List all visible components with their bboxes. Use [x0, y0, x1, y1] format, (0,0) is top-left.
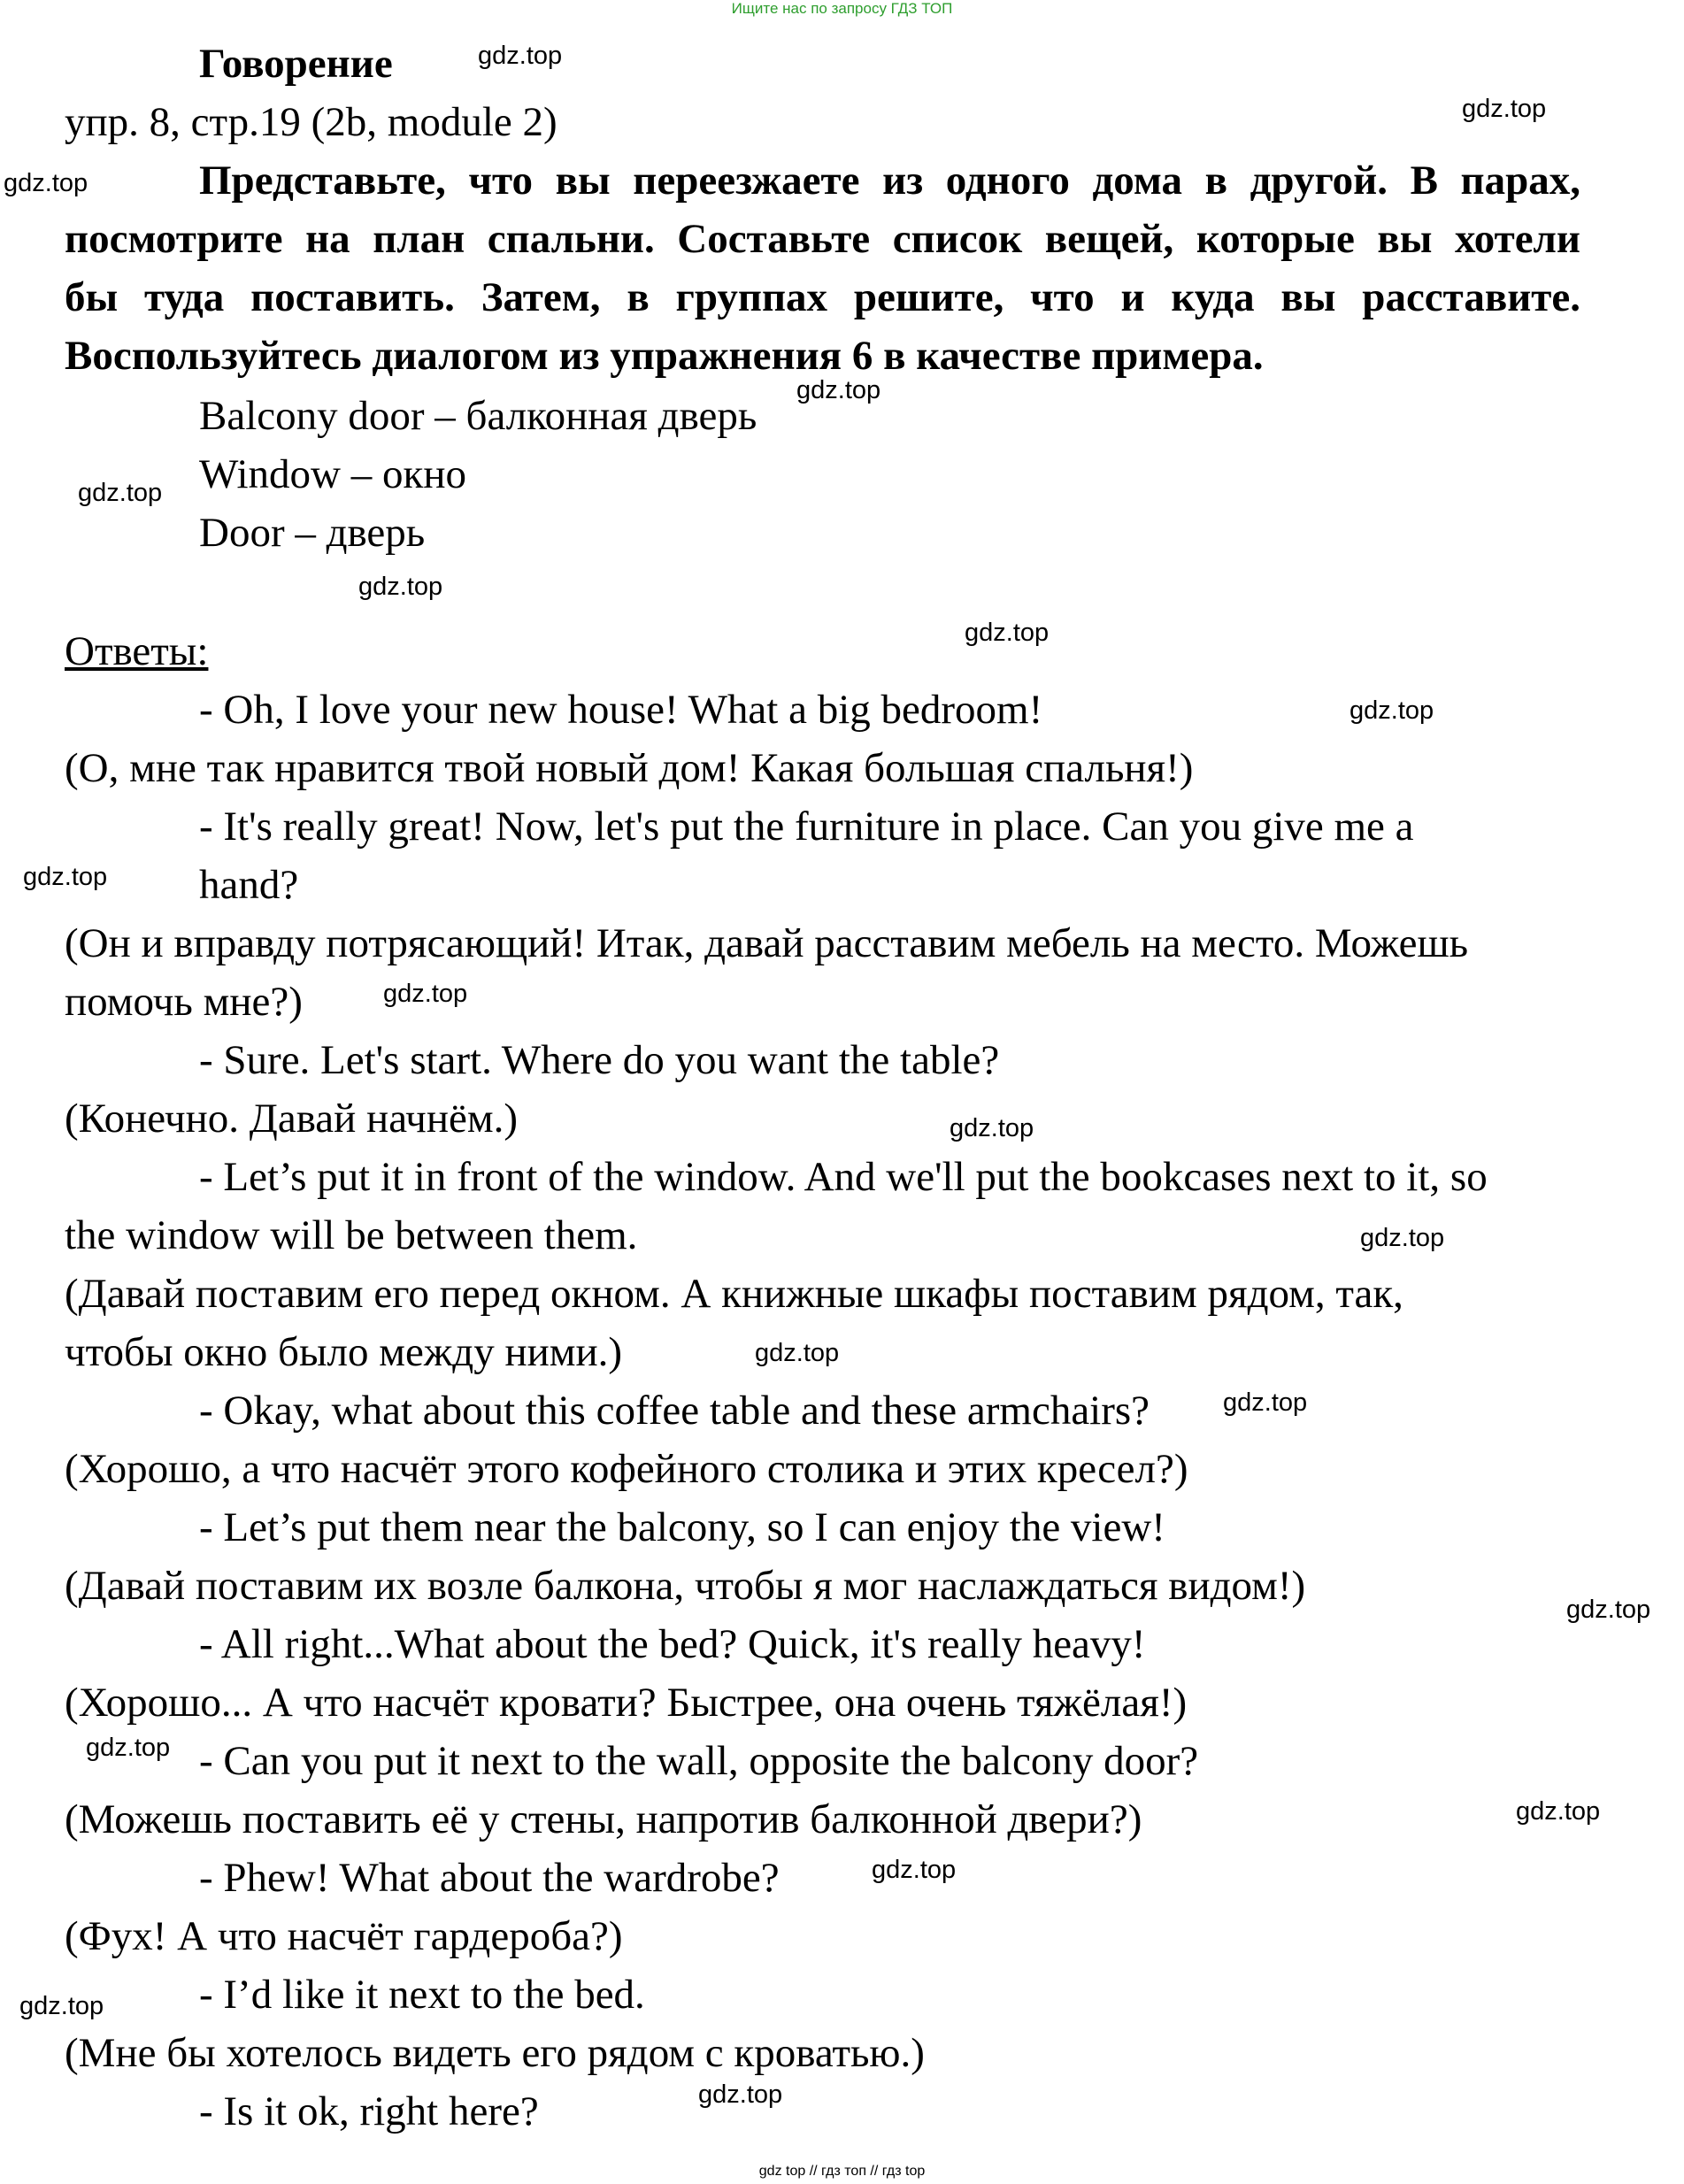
dialogue-line-en: - Can you put it next to the wall, opposite the balcony door?: [199, 1738, 1199, 1784]
watermark: gdz.top: [358, 573, 443, 601]
dialogue-line-ru: (Давай поставим его перед окном. А книжные шкафы поставим рядом, так,: [65, 1271, 1403, 1317]
watermark: gdz.top: [86, 1734, 171, 1762]
dialogue-line-ru: (Давай поставим их возле балкона, чтобы я мог наслаждаться видом!): [65, 1563, 1306, 1609]
dialogue-line-ru: (Он и вправду потрясающий! Итак, давай расставим мебель на место. Можешь: [65, 920, 1469, 966]
instruction-line: Воспользуйтесь диалогом из упражнения 6 в качестве примера.: [65, 333, 1264, 379]
dialogue-line-en: - Let’s put them near the balcony, so I can enjoy the view!: [199, 1504, 1165, 1550]
vocab-item: Window – окно: [199, 451, 466, 497]
watermark: gdz.top: [1462, 95, 1547, 123]
watermark: gdz.top: [965, 619, 1050, 647]
dialogue-line-en: - Phew! What about the wardrobe?: [199, 1855, 780, 1901]
top-banner[interactable]: Ищите нас по запросу ГДЗ ТОП: [731, 0, 953, 17]
dialogue-line-en: - Sure. Let's start. Where do you want the table?: [199, 1037, 1000, 1083]
watermark: gdz.top: [1223, 1388, 1308, 1417]
dialogue-line-ru: (О, мне так нравится твой новый дом! Какая большая спальня!): [65, 745, 1194, 791]
watermark: gdz.top: [1360, 1224, 1445, 1252]
dialogue-line-ru: (Мне бы хотелось видеть его рядом с кроватью.): [65, 2030, 925, 2076]
dialogue-line-en: the window will be between them.: [65, 1212, 638, 1258]
watermark: gdz.top: [19, 1992, 104, 2020]
dialogue-line-en: - Okay, what about this coffee table and these armchairs?: [199, 1388, 1150, 1434]
exercise-ref: упр. 8, стр.19 (2b, module 2): [65, 99, 557, 145]
watermark: gdz.top: [383, 980, 468, 1008]
instruction-line: бы туда поставить. Затем, в группах решите, что и куда вы расставите.: [65, 274, 1580, 320]
dialogue-line-ru: чтобы окно было между ними.): [65, 1329, 623, 1375]
dialogue-line-ru: (Можешь поставить её у стены, напротив балконной двери?): [65, 1796, 1142, 1842]
dialogue-line-en: - I’d like it next to the bed.: [199, 1972, 645, 2018]
footer-links[interactable]: gdz top // гдз топ // гдз top: [758, 2164, 926, 2179]
watermark: gdz.top: [1516, 1797, 1601, 1826]
answers-label: Ответы:: [65, 628, 209, 674]
dialogue-line-ru: (Хорошо... А что насчёт кровати? Быстрее, она очень тяжёлая!): [65, 1680, 1188, 1726]
dialogue-line-en: - All right...What about the bed? Quick, it's really heavy!: [199, 1621, 1146, 1667]
dialogue-line-ru: (Хорошо, а что насчёт этого кофейного столика и этих кресел?): [65, 1446, 1188, 1492]
watermark: gdz.top: [478, 42, 563, 70]
instruction-line: Представьте, что вы переезжаете из одного дома в другой. В парах,: [199, 158, 1580, 204]
dialogue-line-ru: (Фух! А что насчёт гардероба?): [65, 1913, 623, 1959]
watermark: gdz.top: [755, 1339, 840, 1367]
watermark: gdz.top: [950, 1114, 1034, 1142]
instruction-line: посмотрите на план спальни. Составьте список вещей, которые вы хотели: [65, 216, 1580, 262]
dialogue-line-en: - Oh, I love your new house! What a big bedroom!: [199, 687, 1043, 733]
watermark: gdz.top: [4, 169, 88, 197]
watermark: gdz.top: [872, 1856, 957, 1884]
watermark: gdz.top: [1350, 696, 1434, 725]
vocab-item: Balcony door – балконная дверь: [199, 393, 757, 439]
dialogue-line-ru: (Конечно. Давай начнём.): [65, 1096, 518, 1142]
dialogue-line-ru: помочь мне?): [65, 979, 303, 1025]
watermark: gdz.top: [796, 376, 881, 404]
dialogue-line-en: - It's really great! Now, let's put the furniture in place. Can you give me a: [199, 804, 1414, 850]
dialogue-line-en: - Is it ok, right here?: [199, 2088, 539, 2134]
watermark: gdz.top: [698, 2080, 783, 2109]
watermark: gdz.top: [1566, 1596, 1651, 1624]
dialogue-line-en: hand?: [199, 862, 299, 908]
dialogue-line-en: - Let’s put it in front of the window. And we'll put the bookcases next to it, so: [199, 1154, 1488, 1200]
watermark: gdz.top: [23, 863, 108, 891]
watermark: gdz.top: [78, 479, 163, 507]
vocab-item: Door – дверь: [199, 510, 426, 556]
section-title: Говорение: [199, 41, 393, 87]
